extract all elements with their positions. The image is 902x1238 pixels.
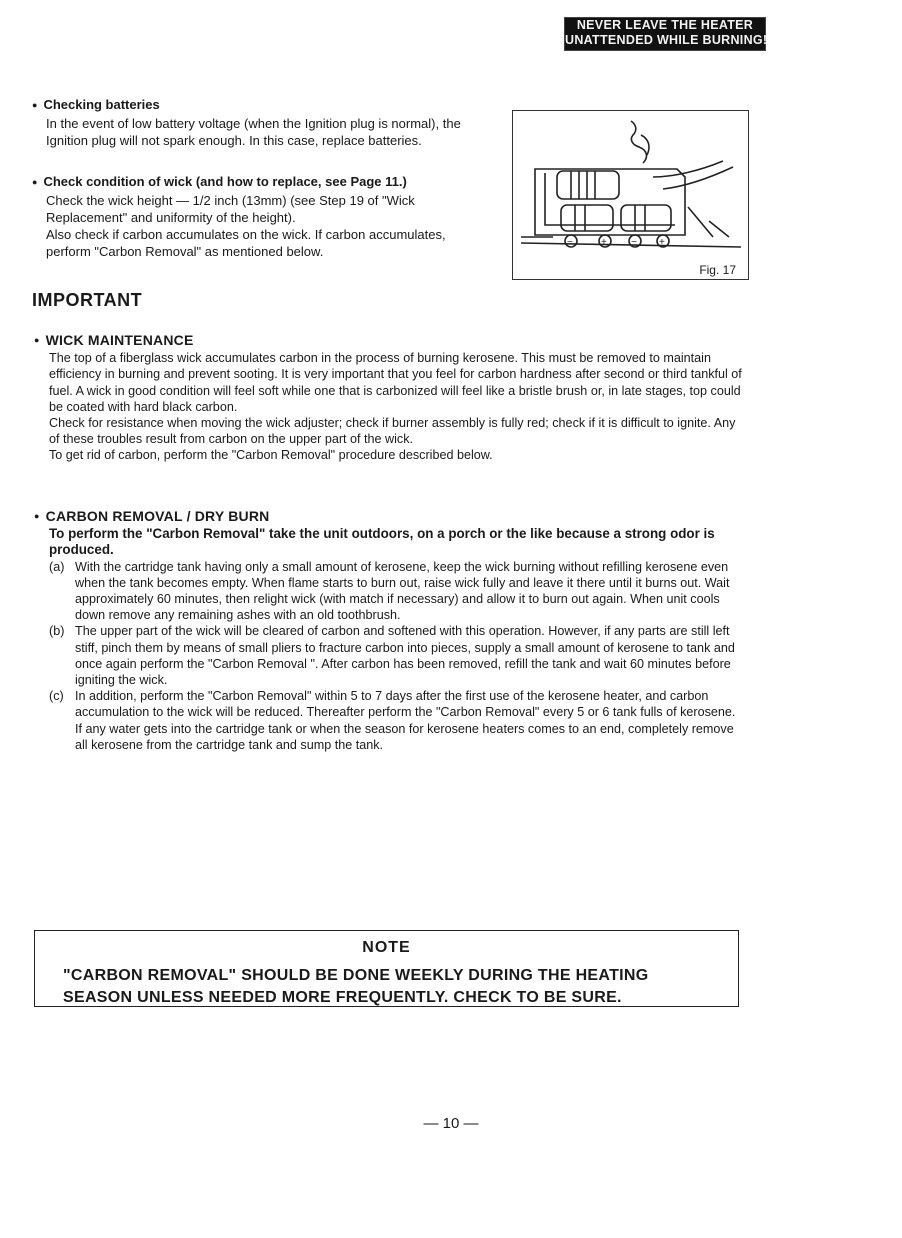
wick-maintenance-para-1: The top of a fiberglass wick accumulates carbon in the process of burning kerosene. This must be removed to maintain efficiency in burning and prevent sooting. It is very important that you feel for carbon hardness after second or third tankful of fuel. A wick in good condition will feel soft while one that is carbonized will feel like a bristle brush or, in late stages, top could be coated with hard black carbon.: [49, 351, 742, 414]
carbon-removal-item-a: [49, 559, 744, 624]
page-number: — 10 —: [423, 1115, 479, 1132]
svg-text:−: −: [631, 237, 637, 248]
warning-banner-line2: UNATTENDED WHILE BURNING!: [565, 33, 768, 47]
checking-batteries-body: In the event of low battery voltage (when the Ignition plug is normal), the Ignition plug will not spark enough. In this case, replace batteries.: [46, 116, 461, 148]
svg-text:+: +: [659, 237, 665, 248]
item-label: (b): [49, 624, 65, 639]
wick-maintenance-para-3: To get rid of carbon, perform the "Carbon Removal" procedure described below.: [49, 448, 493, 463]
note-line-1: "CARBON REMOVAL" SHOULD BE DONE WEEKLY DURING THE HEATING: [63, 967, 649, 984]
checking-batteries-title: ● Checking batteries: [32, 96, 492, 115]
checking-batteries-block: [32, 96, 492, 149]
wick-maintenance-section: [34, 332, 744, 464]
item-label: (a): [49, 559, 65, 574]
carbon-removal-item-c: [49, 688, 744, 753]
wick-condition-body-1: Check the wick height — 1/2 inch (13mm) (see Step 19 of "Wick Replacement" and uniformity of the height).: [46, 193, 415, 225]
carbon-removal-intro: To perform the "Carbon Removal" take the unit outdoors, on a porch or the like because a strong odor is produced.: [49, 526, 715, 558]
note-line-2: SEASON UNLESS NEEDED MORE FREQUENTLY. CHECK TO BE SURE.: [63, 989, 622, 1006]
item-text: The upper part of the wick will be cleared of carbon and softened with this operation. However, if any parts are still left stiff, pinch them by means of small pliers to fracture carbon into pieces, supply a small amount of kerosene to tank and once again perform the "Carbon Removal ". After carbon has been removed, refill the tank and wait 60 minutes before igniting the wick.: [75, 624, 735, 688]
carbon-removal-section: [34, 508, 744, 753]
warning-banner: [565, 18, 768, 50]
svg-text:−: −: [567, 237, 573, 248]
wick-condition-title: ● Check condition of wick (and how to replace, see Page 11.): [32, 173, 492, 192]
carbon-removal-title: ● CARBON REMOVAL / DRY BURN: [34, 508, 744, 526]
svg-text:+: +: [601, 237, 607, 248]
wick-maintenance-para-2: Check for resistance when moving the wick adjuster; check if burner assembly is fully red; check if it is difficult to ignite. Any of these troubles result from carbon on the upper part of the wick.: [49, 416, 736, 447]
item-text: In addition, perform the "Carbon Removal" within 5 to 7 days after the first use of the kerosene heater, and carbon accumulation to the wick will be reduced. Thereafter perform the "Carbon Removal" every 5 or 6 tank fulls of kerosene. If any water gets into the cartridge tank or when the season for kerosene heaters comes to an end, completely remove all kerosene from the cartridge tank and sump the tank.: [75, 689, 736, 752]
warning-banner-line1: NEVER LEAVE THE HEATER: [576, 18, 754, 32]
wick-condition-block: [32, 173, 492, 260]
carbon-removal-item-b: [49, 623, 744, 688]
wick-condition-body-2: Also check if carbon accumulates on the wick. If carbon accumulates, perform "Carbon Removal" as mentioned below.: [46, 227, 446, 259]
wick-maintenance-title: ● WICK MAINTENANCE: [34, 332, 744, 350]
note-title: NOTE: [362, 939, 411, 956]
figure-caption: Fig. 17: [699, 263, 736, 277]
item-text: With the cartridge tank having only a small amount of kerosene, keep the wick burning without refilling kerosene even when the tank becomes empty. When flame starts to burn out, raise wick fully and leave it there until it burns out. Wait approximately 60 minutes, then relight wick (with match if necessary) and allow it to burn out again. When unit cools down remove any remaining ashes with an old toothbrush.: [75, 559, 730, 623]
note-box: [34, 930, 739, 1007]
figure-17: [512, 110, 749, 280]
important-heading: IMPORTANT: [32, 290, 143, 310]
battery-compartment-illustration-icon: [513, 111, 748, 261]
item-label: (c): [49, 689, 64, 704]
